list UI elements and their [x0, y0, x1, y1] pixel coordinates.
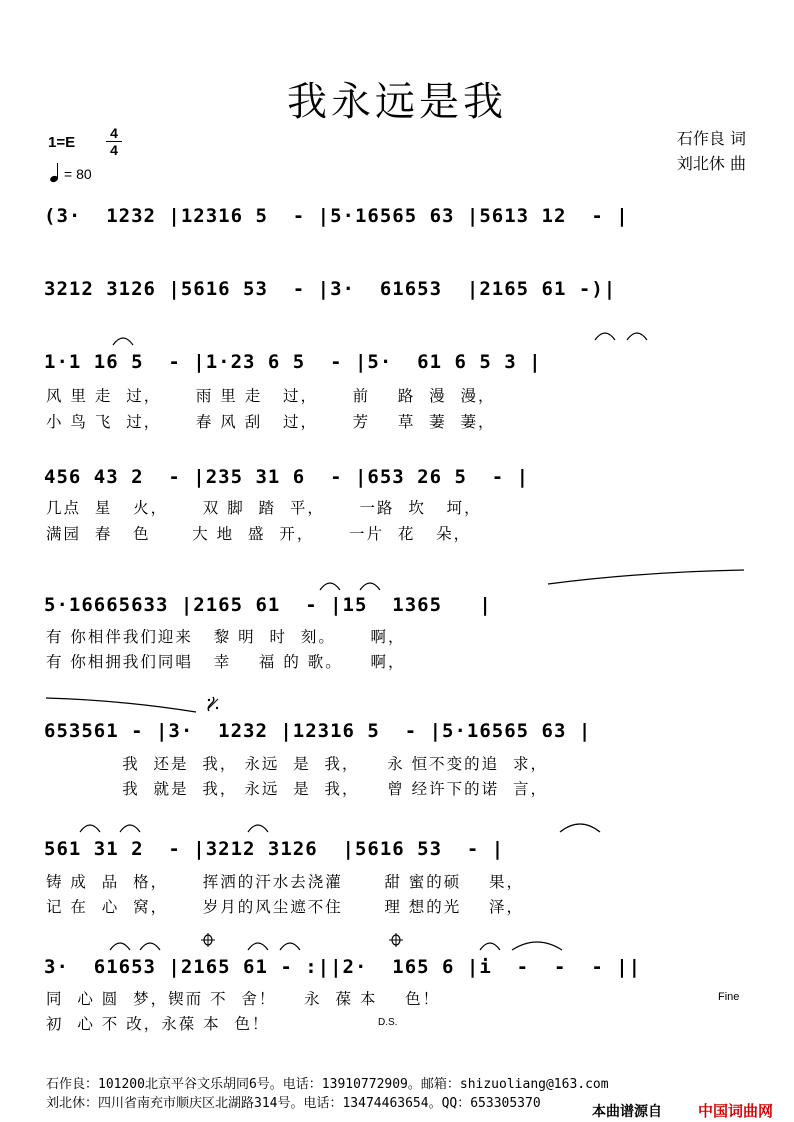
lyric-row-3-verse-1: 风 里 走 过， 雨 里 走 过， 前 路 漫 漫，: [46, 387, 496, 405]
tie-mark: [320, 583, 340, 590]
score-row-2: 3212 3126 |5616 53 - |3· 61653 |2165 61 -)|: [44, 278, 617, 300]
score-row-1: (3· 1232 |12316 5 - |5·16565 63 |5613 12 - |: [44, 205, 629, 227]
tie-mark: [110, 943, 130, 950]
lyric-row-8-verse-2: 初 心 不 改，永葆 本 色！: [46, 1015, 270, 1033]
score-row-3: 1·1 16 5 - |1·23 6 5 - |5· 61 6 5 3 |: [44, 351, 542, 373]
ds-mark: D.S.: [378, 1017, 398, 1028]
tie-mark: [248, 825, 268, 832]
lyric-row-7-verse-2: 记 在 心 窝， 岁月的风尘遮不住 理 想的光 泽，: [46, 898, 524, 916]
meter-bottom: 4: [110, 142, 118, 158]
meter-top: 4: [110, 125, 118, 141]
lyric-row-4-verse-1: 几点 星 火， 双 脚 踏 平， 一路 坎 坷，: [46, 499, 482, 517]
score-row-6: 653561 - |3· 1232 |12316 5 - |5·16565 63 |: [44, 720, 592, 742]
score-row-8: 3· 61653 |2165 61 - :||2· 165 6 |i - - - ||: [44, 956, 642, 978]
segno-icon: [208, 697, 218, 711]
lyric-row-5-verse-1: 有 你相伴我们迎来 黎 明 时 刻。 啊，: [46, 628, 406, 646]
fine-mark: Fine: [718, 991, 740, 1003]
tie-mark: [80, 825, 100, 832]
source-label: 本曲谱源自: [592, 1104, 662, 1120]
coda-icon: [389, 933, 403, 947]
score-row-7: 561 31 2 - |3212 3126 |5616 53 - |: [44, 838, 505, 860]
tie-mark: [627, 333, 647, 340]
lyric-row-8-verse-1: 同 心 圆 梦，锲而 不 舍！ 永 葆 本 色！: [46, 990, 441, 1008]
tie-mark: [560, 824, 600, 832]
key-signature: 1=E: [48, 134, 76, 151]
tie-mark: [480, 943, 500, 950]
tie-mark: [120, 825, 140, 832]
tie-mark: [595, 333, 615, 340]
lyric-row-6-verse-1: 我 还是 我， 永远 是 我， 永 恒不变的追 求，: [46, 755, 549, 773]
tie-mark: [280, 943, 300, 950]
score-row-5: 5·16665633 |2165 61 - |15 1365 |: [44, 594, 492, 616]
lyric-row-6-verse-2: 我 就是 我， 永远 是 我， 曾 经许下的诺 言，: [46, 780, 549, 798]
coda-icon: [201, 933, 215, 947]
song-title: 我永远是我: [287, 79, 507, 125]
tie-mark: [113, 338, 133, 345]
contact-line-composer: 刘北休：四川省南充市顺庆区北湖路314号。电话：13474463654。QQ：653305370: [46, 1096, 541, 1111]
tie-mark: [140, 943, 160, 950]
tie-mark: [360, 583, 380, 590]
composer-credit: 刘北休 曲: [676, 154, 746, 173]
crescendo-line: [548, 570, 744, 584]
lyric-row-3-verse-2: 小 鸟 飞 过， 春 风 刮 过， 芳 草 萋 萋，: [46, 413, 496, 431]
score-row-4: 456 43 2 - |235 31 6 - |653 26 5 - |: [44, 466, 530, 488]
tie-mark: [512, 942, 562, 950]
contact-line-lyricist: 石作良：101200北京平谷文乐胡同6号。电话：13910772909。邮箱：shizuoliang@163.com: [46, 1077, 609, 1092]
lyric-row-4-verse-2: 满园 春 色 大 地 盛 开， 一片 花 朵，: [46, 525, 472, 543]
lyric-row-5-verse-2: 有 你相拥我们同唱 幸 福 的 歌。 啊，: [46, 653, 406, 671]
tie-mark: [248, 943, 268, 950]
lyricist-credit: 石作良 词: [676, 129, 746, 148]
site-logo-text[interactable]: 中国词曲网: [698, 1102, 774, 1120]
lyric-row-7-verse-1: 铸 成 品 格， 挥洒的汗水去浇灌 甜 蜜的硕 果，: [46, 873, 524, 891]
decrescendo-line: [46, 698, 196, 712]
tempo-value: = 80: [64, 166, 92, 182]
